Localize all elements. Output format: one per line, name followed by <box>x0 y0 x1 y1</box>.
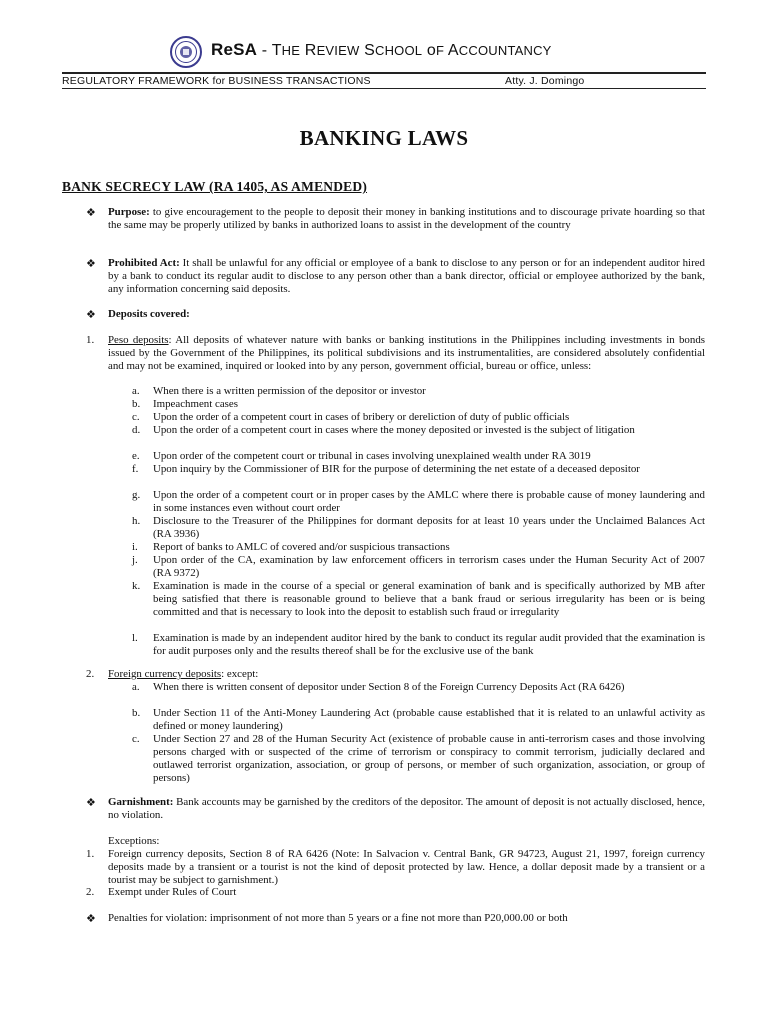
deposits-covered-heading: Deposits covered: <box>108 308 190 320</box>
header-rule-bottom <box>62 88 706 89</box>
peso-exception-item: Examination is made in the course of a special or general examination of bank and is specifically authorized by MB after being satisfied that there is reasonable ground to believe that a bank fraud or serious irregularity has been or is being committed and that is necessary to look into the deposit to establish such fraud or irregularity <box>153 580 705 618</box>
peso-exception-item: Disclosure to the Treasurer of the Philippines for dormant deposits for at least 10 years under the Unclaimed Balances Act (RA 3936) <box>153 515 705 540</box>
diamond-bullet-icon: ❖ <box>86 257 96 270</box>
school-name <box>211 40 552 60</box>
course-subject: REGULATORY FRAMEWORK for BUSINESS TRANSACTIONS <box>62 75 371 87</box>
purpose-text: to give encouragement to the people to deposit their money in banking institutions and to discourage private hoarding so that the same may be properly utilized by banks in authorized loans to assist in the development of the country <box>108 206 705 231</box>
prohibited-text: It shall be unlawful for any official or employee of a bank to disclose to any person or for an independent auditor hired by a bank to conduct its regular audit to disclose to any person other than a bank director, official or employee authorized by the bank, any information concerning said deposits. <box>108 257 705 295</box>
page-title: BANKING LAWS <box>299 126 469 150</box>
penalties-paragraph: Penalties for violation: imprisonment of not more than 5 years or a fine not more than P20,000.00 or both <box>108 912 568 924</box>
diamond-bullet-icon: ❖ <box>86 206 96 219</box>
diamond-bullet-icon: ❖ <box>86 308 96 321</box>
exception-item: Exempt under Rules of Court <box>108 886 237 898</box>
peso-exception-item-marker: j. <box>132 554 138 566</box>
peso-exception-item-marker: c. <box>132 411 140 423</box>
foreign-exception-item-marker: b. <box>132 707 141 719</box>
peso-exception-item-marker: b. <box>132 398 141 410</box>
peso-exception-item: Upon the order of a competent court or in proper cases by the AMLC where there is probable cause of money laundering and in some instances even without court order <box>153 489 705 514</box>
peso-exception-item-marker: g. <box>132 489 141 501</box>
peso-exception-item-marker: h. <box>132 515 141 527</box>
peso-exception-item: Upon the order of a competent court in cases where the money deposited or invested is the subject of litigation <box>153 424 635 436</box>
resa-logo-icon <box>170 36 202 68</box>
peso-deposits-paragraph: Peso deposits: All deposits of whatever nature with banks or banking institutions in the Philippines including investments in bonds issued by the Government of the Philippines, its political subdivisions and its instrumentalities, are considered absolutely confidential and may not be examined, inquired or looked into by any person, government official, bureau or office, unless: <box>108 334 705 372</box>
peso-exception-item-marker: e. <box>132 450 140 462</box>
peso-exception-item: Report of banks to AMLC of covered and/or suspicious transactions <box>153 541 450 553</box>
list-number: 2. <box>86 886 95 898</box>
foreign-exception-item: Under Section 11 of the Anti-Money Laundering Act (probable cause established that it is related to an unlawful activity as defined or money laundering) <box>153 707 705 732</box>
brand-full-name: THE REVIEW SCHOOL oF ACCOUNTANCY <box>271 42 552 59</box>
peso-exception-item: Impeachment cases <box>153 398 238 410</box>
list-number: 1. <box>86 334 95 346</box>
foreign-deposits-lead: Foreign currency deposits <box>108 668 222 680</box>
brand-dash: - <box>257 42 272 59</box>
header-rule-top <box>62 72 706 74</box>
list-number: 1. <box>86 848 95 860</box>
peso-exception-item-marker: d. <box>132 424 141 436</box>
purpose-label: Purpose: <box>108 206 150 218</box>
peso-deposits-lead: Peso deposits <box>108 334 169 346</box>
instructor-name: Atty. J. Domingo <box>505 75 585 87</box>
peso-exception-item: When there is a written permission of the depositor or investor <box>153 385 426 397</box>
foreign-exception-item: When there is written consent of depositor under Section 8 of the Foreign Currency Deposits Act (RA 6426) <box>153 681 625 693</box>
diamond-bullet-icon: ❖ <box>86 912 96 925</box>
section-heading: BANK SECRECY LAW (RA 1405, AS AMENDED) <box>62 179 368 194</box>
peso-exception-item: Upon inquiry by the Commissioner of BIR for the purpose of determining the net estate of a deceased depositor <box>153 463 640 475</box>
foreign-exception-item: Under Section 27 and 28 of the Human Security Act (existence of probable cause in anti-terrorism cases and those involving persons charged with or suspected of the crime of terrorism or conspiracy to commit terrorism, judicially declared and outlawed terrorist organization, association, or group of persons, or member of such organization, association, or group of persons) <box>153 733 705 784</box>
peso-exception-item-marker: l. <box>132 632 138 644</box>
peso-exception-item: Upon order of the CA, examination by law enforcement officers in terrorism cases under the Human Security Act of 2007 (RA 9372) <box>153 554 705 579</box>
foreign-deposits-paragraph: Foreign currency deposits: except: <box>108 668 259 680</box>
purpose-paragraph <box>108 206 705 232</box>
diamond-bullet-icon: ❖ <box>86 796 96 809</box>
peso-exception-item-marker: f. <box>132 463 139 475</box>
foreign-exception-item-marker: a. <box>132 681 140 693</box>
exceptions-heading: Exceptions: <box>108 835 160 847</box>
peso-exception-item-marker: i. <box>132 541 138 553</box>
exception-item: Foreign currency deposits, Section 8 of RA 6426 (Note: In Salvacion v. Central Bank, GR 94723, August 21, 1997, foreign currency deposits made by a transient or a tourist is not the kind of deposit protected by law. Hence, a dollar deposit made by a transient or a tourist may be subject to garnishment.) <box>108 848 705 886</box>
prohibited-label: Prohibited Act: <box>108 257 180 269</box>
foreign-exception-item-marker: c. <box>132 733 140 745</box>
brand-abbrev: ReSA <box>211 40 258 59</box>
peso-exception-item: Upon the order of a competent court in cases of bribery or dereliction of duty of public officials <box>153 411 570 423</box>
peso-exception-item: Upon order of the competent court or tribunal in cases involving unexplained wealth under RA 3019 <box>153 450 591 462</box>
garnishment-paragraph: Garnishment: Bank accounts may be garnished by the creditors of the depositor. The amount of deposit is not actually disclosed, hence, no violation. <box>108 796 705 821</box>
list-number: 2. <box>86 668 95 680</box>
peso-exception-item-marker: a. <box>132 385 140 397</box>
prohibited-paragraph <box>108 257 705 296</box>
peso-exception-item: Examination is made by an independent auditor hired by the bank to conduct its regular audit provided that the examination is for audit purposes only and the results thereof shall be for the exclusive use of the bank <box>153 632 705 657</box>
peso-exception-item-marker: k. <box>132 580 141 592</box>
